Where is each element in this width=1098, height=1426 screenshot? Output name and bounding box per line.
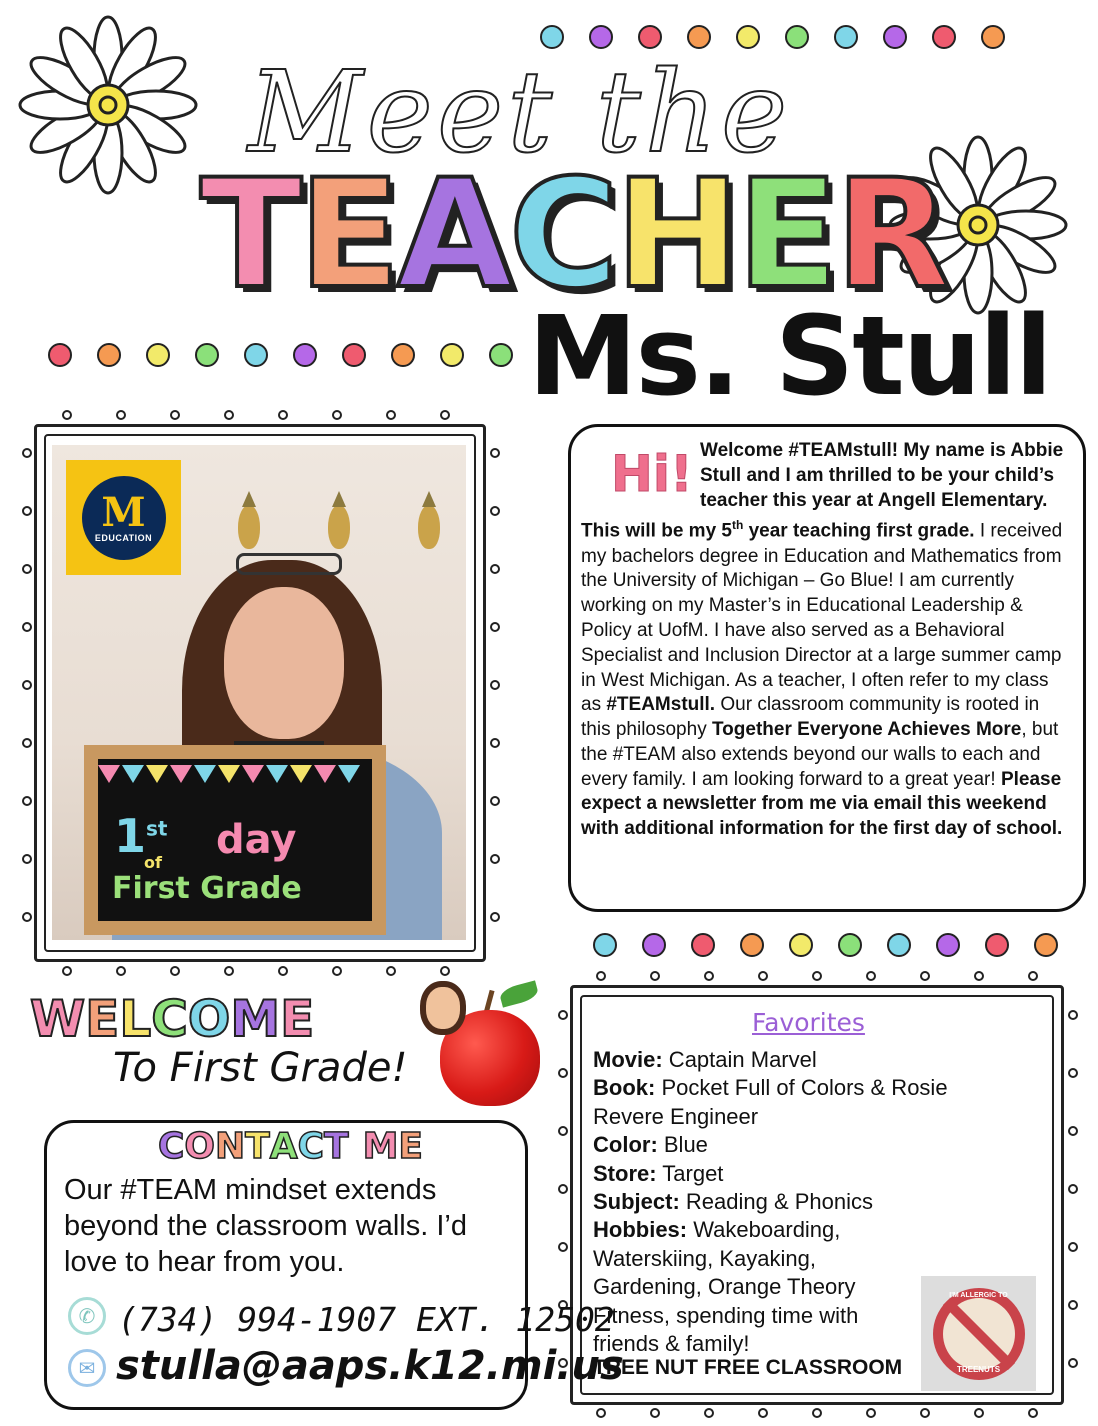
decor-dot [195, 343, 219, 367]
decor-dot [342, 343, 366, 367]
contact-phone[interactable]: (734) 994-1907 EXT. 12502 [118, 1300, 615, 1339]
sign-ordinal: 1st [114, 809, 168, 863]
daisy-flower-icon [18, 10, 198, 200]
teacher-photo [52, 445, 466, 940]
dots-row-left [48, 343, 538, 367]
decor-dot [687, 25, 711, 49]
meet-the-heading: Meet the [248, 48, 792, 178]
decor-dot [981, 25, 1005, 49]
bio-text: Welcome #TEAMstull! My name is Abbie Stull and I am thrilled to be your child’s teacher this year at Angell Elementary. This will be my 5th year teaching first grade. I received my bachelors degree in Education and Mathematics from the University of Michigan – Go Blue! I am currently working on my Master’s in Educational Leadership & Policy at UofM. I have also served as a Behavioral Specialist and Inclusion Director at a large summer camp in West Michigan. As a teacher, I often refer to my class as #TEAMstull. Our classroom community is rooted in this philosophy Together Everyone Achieves More, but the #TEAM also extends beyond our walls to each and every family. I am looking forward to a great year! Please expect a newsletter from me via email this weekend with additional information for the first day of school. [581, 440, 1064, 840]
pineapple-decor [418, 505, 440, 549]
contact-title-letter: N [215, 1126, 246, 1167]
pineapple-decor [238, 505, 260, 549]
teacher-heading-letter: H [614, 148, 741, 322]
decor-dot [887, 933, 911, 957]
nut-allergy-badge [921, 1276, 1036, 1391]
favorite-value: Captain Marvel [662, 1047, 817, 1072]
welcome-letter: O [187, 990, 231, 1048]
contact-title-letter: O [184, 1126, 216, 1167]
teacher-heading-letter: E [298, 148, 401, 322]
decor-dot [785, 25, 809, 49]
favorite-item [593, 1188, 1033, 1216]
favorite-label: Color: [593, 1132, 658, 1158]
dots-row-top [540, 25, 1030, 49]
favorite-value: Blue [657, 1132, 708, 1158]
welcome-letter: E [85, 990, 120, 1048]
decor-dot [146, 343, 170, 367]
photo-frame-scallop-bottom [62, 966, 494, 976]
favorite-label: Store: [593, 1160, 657, 1186]
hi-greeting: Hi! [611, 445, 693, 503]
decor-dot [932, 25, 956, 49]
contact-title-letter: C [158, 1126, 185, 1167]
decor-dot [540, 25, 564, 49]
teacher-heading [200, 148, 951, 322]
photo-frame-scallop-right [490, 448, 500, 970]
decor-dot [440, 343, 464, 367]
mail-icon: ✉ [68, 1349, 106, 1387]
contact-title-letter: A [269, 1126, 298, 1167]
michigan-education-logo [66, 460, 181, 575]
teacher-avatar [410, 985, 476, 1047]
photo-frame-scallop-top [62, 410, 494, 420]
favorite-value: Pocket Full of Colors & Rosie Revere Engineer [593, 1075, 948, 1129]
teacher-heading-letter: R [835, 148, 951, 322]
decor-dot [789, 933, 813, 957]
favorites-frame-scallop-bottom [596, 1408, 1082, 1418]
favorites-title: Favorites [752, 1008, 865, 1037]
decor-dot [244, 343, 268, 367]
sign-of: of [144, 853, 162, 872]
decor-dot [691, 933, 715, 957]
favorite-label: Subject: [593, 1189, 680, 1215]
decor-dot [985, 933, 1009, 957]
favorite-value: Wakeboarding, Waterskiing, Kayaking, Gardening, Orange Theory Fitness, spending time with friends & family! [593, 1217, 859, 1357]
contact-title-letter: E [398, 1126, 424, 1167]
sign-day: day [216, 817, 297, 863]
logo-letter: M [101, 488, 146, 536]
teacher-face [224, 587, 344, 739]
decor-dot [936, 933, 960, 957]
favorites-frame-scallop-top [596, 971, 1082, 981]
favorite-item [593, 1046, 1033, 1074]
decor-dot [740, 933, 764, 957]
teacher-heading-letter: C [508, 148, 619, 322]
decor-dot [48, 343, 72, 367]
favorite-item [593, 1131, 1033, 1159]
teacher-name: Ms. Stull [528, 292, 1051, 420]
welcome-letter: E [280, 990, 315, 1048]
welcome-letter: M [230, 990, 281, 1048]
welcome-letter: L [119, 990, 152, 1048]
welcome-letter: W [30, 990, 86, 1048]
teacher-heading-letter: E [736, 148, 839, 322]
contact-title-letter [349, 1126, 363, 1167]
contact-title-letter: C [297, 1126, 325, 1167]
favorite-label: Movie: [593, 1047, 663, 1072]
welcome-heading [30, 990, 314, 1048]
decor-dot [642, 933, 666, 957]
logo-text: EDUCATION [94, 532, 153, 543]
dots-row-middle [593, 933, 1083, 957]
contact-title-letter: T [324, 1126, 349, 1167]
decor-dot [589, 25, 613, 49]
bunting-banner [98, 765, 362, 783]
decor-dot [97, 343, 121, 367]
welcome-letter: C [151, 990, 188, 1048]
decor-dot [736, 25, 760, 49]
sunglasses-icon [236, 553, 342, 575]
first-day-sign [84, 745, 386, 935]
decor-dot [293, 343, 317, 367]
apple-leaf [498, 980, 539, 1007]
decor-dot [1034, 933, 1058, 957]
photo-frame-scallop-left [22, 448, 32, 970]
tree-nut-notice: TREE NUT FREE CLASSROOM [593, 1356, 903, 1379]
no-nuts-icon: I'M ALLERGIC TO TREENUTS [933, 1288, 1025, 1380]
sign-first-grade: First Grade [112, 871, 302, 906]
decor-dot [593, 933, 617, 957]
favorite-label: Book: [593, 1075, 656, 1101]
teacher-heading-letter: T [200, 148, 303, 322]
decor-dot [834, 25, 858, 49]
decor-dot [391, 343, 415, 367]
decor-dot [838, 933, 862, 957]
favorite-label: Hobbies: [593, 1217, 688, 1243]
contact-email[interactable]: stulla@aaps.k12.mi.us [116, 1343, 624, 1389]
phone-icon: ✆ [68, 1297, 106, 1335]
contact-title-letter: T [245, 1126, 270, 1167]
contact-title-letter: M [362, 1126, 399, 1167]
favorites-frame-scallop-right [1068, 1010, 1078, 1416]
decor-dot [489, 343, 513, 367]
favorite-item [593, 1216, 923, 1358]
favorite-item [593, 1074, 993, 1131]
contact-message: Our #TEAM mindset extends beyond the classroom walls. I’d love to hear from you. [64, 1174, 467, 1278]
welcome-subtitle: To First Grade! [113, 1045, 408, 1091]
favorite-item [593, 1160, 1033, 1188]
decor-dot [638, 25, 662, 49]
favorite-value: Reading & Phonics [679, 1189, 874, 1215]
pineapple-decor [328, 505, 350, 549]
decor-dot [883, 25, 907, 49]
favorite-value: Target [656, 1160, 724, 1186]
teacher-heading-letter: A [396, 148, 513, 322]
contact-title [158, 1126, 423, 1167]
